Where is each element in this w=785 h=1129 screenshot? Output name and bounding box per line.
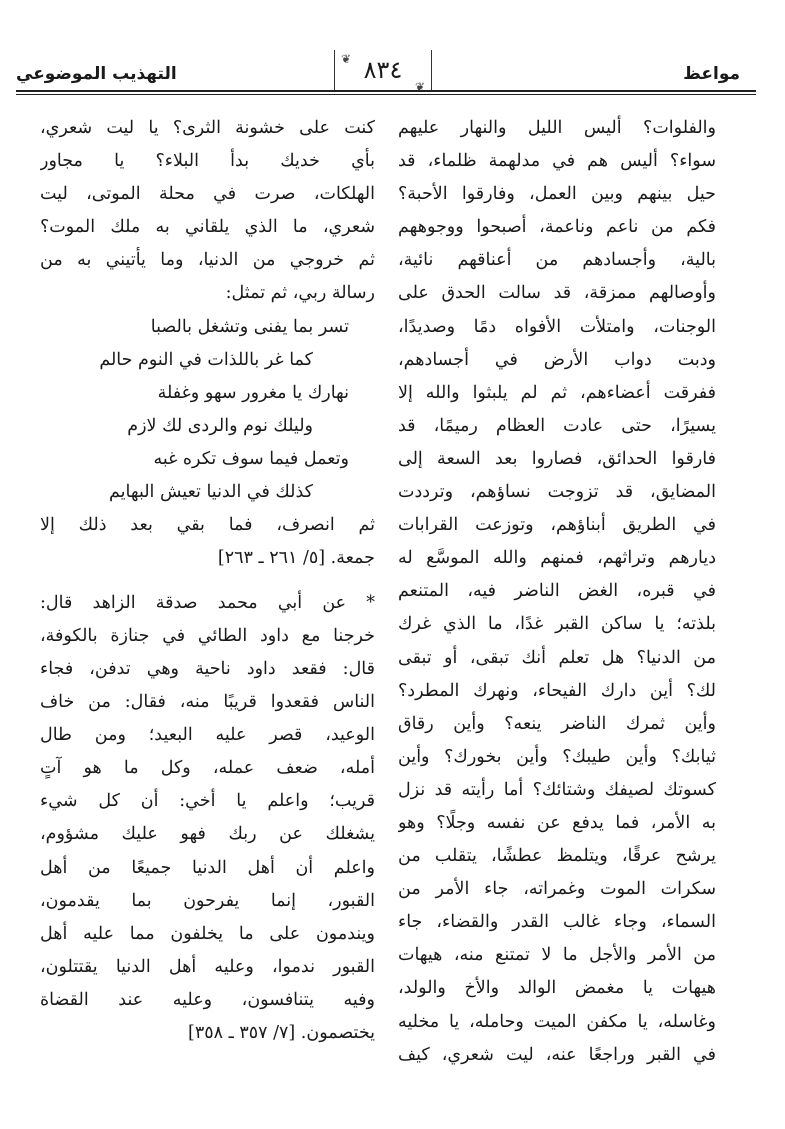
text-line: ودبت دواب الأرض في أجسادهم، — [398, 349, 716, 370]
paragraph-gap — [40, 575, 375, 587]
text-line: يسيرًا، حتى عادت العظام رميمًا، قد — [398, 415, 716, 436]
text-line: كنت على خشونة الثرى؟ يا ليت شعري، — [40, 118, 375, 138]
text-line: من الدنيا؟ هل تعلم أنك تبقى، أو تبقى — [398, 647, 716, 668]
text-line: قريب؛ واعلم يا أخي: أن كل شيء — [40, 791, 375, 812]
right-column — [398, 112, 716, 1072]
text-line: لك؟ أين دارك الفيحاء، ونهرك المطرد؟ — [398, 680, 716, 701]
ornament-icon: ❦ — [341, 52, 352, 66]
text-line: شعري، ما الذي يلقاني به ملك الموت؟ — [40, 217, 375, 238]
text-line: حيل بينهم وبين العمل، وفارقوا الأحبة؟ — [398, 184, 716, 205]
text-line: ثيابك؟ وأين طيبك؟ وأين بخورك؟ وأين — [398, 746, 716, 767]
text-line: سكرات الموت وغمراته، جاء الأمر من — [398, 879, 716, 900]
text-line: في الطريق أبناؤهم، وتوزعت القرابات — [398, 515, 716, 536]
page-header — [16, 50, 740, 102]
text-line: رسالة ربي، ثم تمثل: — [225, 283, 375, 304]
text-line: واعلم أن أهل الدنيا جميعًا من أهل — [40, 857, 375, 878]
book-title: التهذيب الموضوعي — [16, 64, 177, 84]
poem-verse: كذلك في الدنيا تعيش البهايم — [109, 481, 313, 502]
text-line: أمله، ضعف عمله، وكل ما هو آتٍ — [40, 758, 375, 779]
header-rule-thin — [16, 94, 756, 95]
text-line: القبور ندموا، وعليه أهل الدنيا يقتتلون، — [40, 956, 375, 977]
text-line: هيهات يا مغمض الوالد والأخ والولد، — [398, 978, 716, 999]
text-line: جمعة. [٥/ ٢٦١ ـ ٢٦٣] — [217, 547, 375, 568]
text-line: * عن أبي محمد صدقة الزاهد قال: — [40, 592, 375, 613]
text-line: وأوصالهم ممزقة، قد سالت الحدق على — [398, 283, 716, 304]
text-line: وأين ثمرك الناضر ينعه؟ وأين رقاق — [398, 713, 716, 734]
text-line: بالية، وأجسادهم من أعناقهم نائية، — [398, 250, 716, 271]
text-line: ثم انصرف، فما بقي بعد ذلك إلا — [40, 514, 375, 535]
text-line: الوجنات، وامتلأت الأفواه دمًا وصديدًا، — [398, 316, 716, 337]
text-line: يختصمون. [٧/ ٣٥٧ ـ ٣٥٨] — [188, 1022, 375, 1043]
text-line: المضايق، قد تزوجت نساؤهم، وترددت — [398, 482, 716, 503]
header-rule — [16, 90, 756, 92]
text-line: وغاسله، يا مكفن الميت وحامله، يا مخليه — [398, 1011, 716, 1032]
text-line: ففرقت أعضاءهم، ثم لم يلبثوا والله إلا — [398, 382, 716, 403]
text-line: القبور، إنما يفرحون بما يقدمون، — [40, 890, 375, 911]
text-line: ويندمون على ما يخلفون مما عليه أهل — [40, 923, 375, 944]
poem-verse: وليلك نوم والردى لك لازم — [127, 415, 313, 436]
text-line: الهلكات، صرت في محلة الموتى، ليت — [40, 184, 375, 205]
left-column — [40, 112, 375, 1050]
text-line: بأي خديك بدأ البلاء؟ يا مجاور — [40, 151, 375, 172]
poem-verse: كما غر باللذات في النوم حالم — [99, 349, 313, 370]
text-line: من الأمر والأجل ما لا تمتنع منه، هيهات — [398, 945, 716, 966]
text-line: والفلوات؟ أليس الليل والنهار عليهم — [398, 118, 716, 138]
text-line: الوعيد، قصر عليه البعيد؛ ومن طال — [40, 725, 375, 746]
chapter-title: مواعظ — [683, 64, 740, 84]
poem-verse: نهارك يا مغرور سهو وغفلة — [157, 382, 349, 403]
text-line: يرشح عرقًا، ويتلمظ عطشًا، يتقلب من — [398, 846, 716, 867]
text-line: فارقوا الحدائق، فصاروا بعد السعة إلى — [398, 448, 716, 469]
text-line: خرجنا مع داود الطائي في جنازة بالكوفة، — [40, 625, 375, 646]
page-number: ٨٣٤ — [363, 56, 403, 84]
poem-verse: تسر بما يفنى وتشغل بالصبا — [150, 316, 349, 337]
text-line: به الأمر، فما يدفع عن نفسه وجلًا؟ وهو — [398, 812, 716, 833]
text-line: كسوتك لصيفك وشتائك؟ أما رأيته قد نزل — [398, 779, 716, 800]
text-line: قال: فقعد داود ناحية وهي تدفن، فجاء — [40, 658, 375, 679]
ornament-icon: ❦ — [414, 80, 425, 94]
text-line: فكم من ناعم وناعمة، أصبحوا ووجوههم — [398, 217, 716, 238]
text-line: الناس فقعدوا قريبًا منه، فقال: من خاف — [40, 692, 375, 713]
text-line: ديارهم وتراثهم، فمنهم والله الموسَّع له — [398, 548, 716, 569]
text-line: في القبر وراجعًا عنه، ليت شعري، كيف — [398, 1044, 716, 1065]
text-line: في قبره، الغض الناضر فيه، المتنعم — [398, 581, 716, 602]
text-line: بلذته؛ يا ساكن القبر غدًا، ما الذي غرك — [398, 614, 716, 635]
page-number-box — [334, 50, 432, 94]
text-line: السماء، وجاء غالب القدر والقضاء، جاء — [398, 912, 716, 933]
text-line: يشغلك عن ربك فهو عليك مشؤوم، — [40, 824, 375, 845]
text-line: وفيه يتنافسون، وعليه عند القضاة — [40, 989, 375, 1010]
text-line: ثم خروجي من الدنيا، وما يأتيني به من — [40, 250, 375, 271]
text-line: سواء؟ أليس هم في مدلهمة ظلماء، قد — [398, 151, 716, 172]
poem-verse: وتعمل فيما سوف تكره غبه — [153, 448, 349, 469]
